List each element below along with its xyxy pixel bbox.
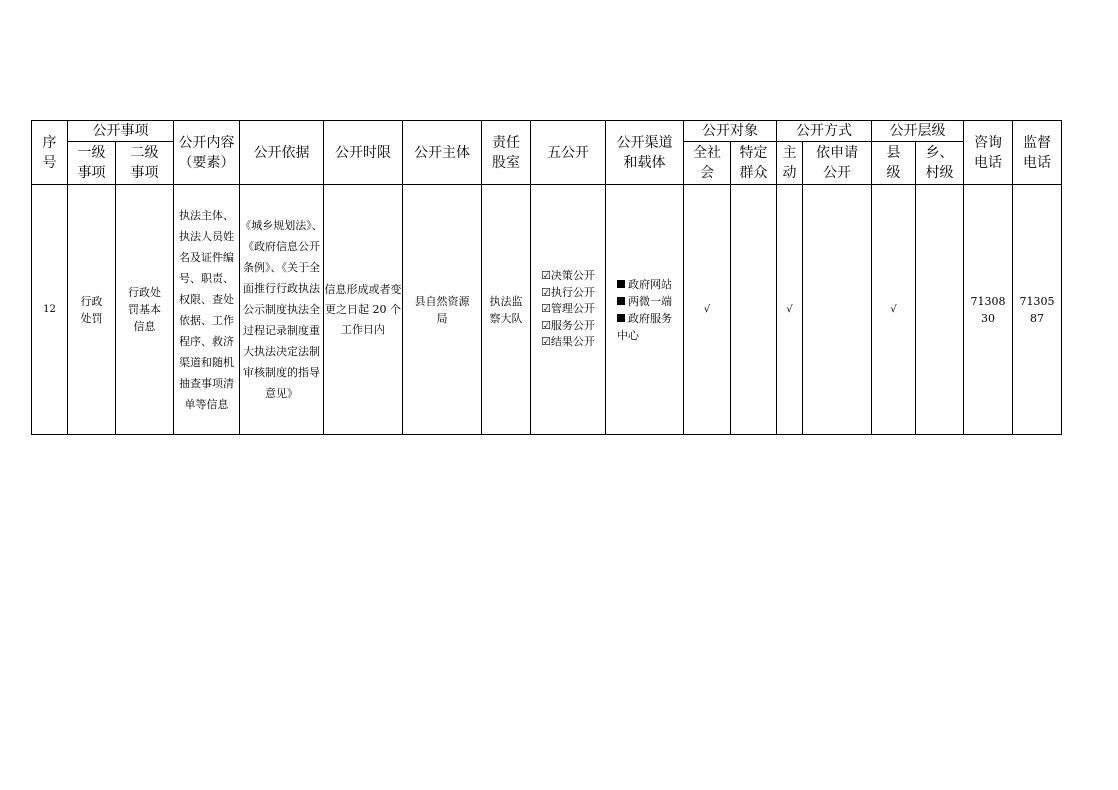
- five-open-item: ☑决策公开: [541, 269, 595, 283]
- header-method-apply: 依申请 公开: [803, 142, 872, 185]
- header-five-open: 五公开: [531, 121, 606, 185]
- header-tier-group: 公开层级: [872, 121, 964, 142]
- header-method-active: 主 动: [777, 142, 803, 185]
- header-tier-county: 县 级: [872, 142, 916, 185]
- five-open-item: ☑服务公开: [541, 318, 595, 332]
- table-row: [32, 185, 1062, 435]
- header-method-group: 公开方式: [777, 121, 872, 142]
- header-subject: 公开主体: [403, 121, 482, 185]
- cell-target-all: √: [684, 185, 731, 435]
- cell-consult-phone: 71308 30: [964, 185, 1013, 435]
- cell-method-active: √: [777, 185, 803, 435]
- cell-subject: 县自然资源 局: [403, 185, 482, 435]
- five-open-list: [541, 268, 595, 351]
- cell-supervise-phone: 71305 87: [1013, 185, 1062, 435]
- header-level2: 二级 事项: [116, 142, 174, 185]
- filled-square-icon: [617, 297, 625, 305]
- cell-tier-town: [916, 185, 964, 435]
- header-content: 公开内容 （要素）: [174, 121, 240, 185]
- five-open-item: ☑管理公开: [541, 302, 595, 316]
- cell-tier-county: √: [872, 185, 916, 435]
- cell-basis: 《城乡规划法》、《政府信息公开条例》、《关于全面推行行政执法公示制度执法全过程记录制度重大执法决定法制审核制度的指导意见》: [240, 185, 324, 435]
- header-consult-phone: 咨询 电话: [964, 121, 1013, 185]
- cell-time-limit: 信息形成或者变更之日起 20 个工作日内: [324, 185, 403, 435]
- header-basis: 公开依据: [240, 121, 324, 185]
- cell-seq: 12: [32, 185, 68, 435]
- header-channel: 公开渠道 和载体: [606, 121, 684, 185]
- cell-office: 执法监 察大队: [482, 185, 531, 435]
- header-seq: 序 号: [32, 121, 68, 185]
- header-items-group: 公开事项: [68, 121, 174, 142]
- disclosure-table: [31, 120, 1062, 435]
- channel-item: 两微一端: [617, 293, 672, 310]
- cell-level1: 行政 处罚: [68, 185, 116, 435]
- cell-target-specific: [731, 185, 777, 435]
- filled-square-icon: [617, 314, 625, 322]
- filled-square-icon: [617, 280, 625, 288]
- five-open-item: ☑执行公开: [541, 285, 595, 299]
- header-level1: 一级 事项: [68, 142, 116, 185]
- cell-content: 执法主体、执法人员姓名及证件编号、职责、权限、查处依据、工作程序、救济渠道和随机抽查事项清单等信息: [174, 185, 240, 435]
- header-target-all: 全社 会: [684, 142, 731, 185]
- channel-list: [617, 276, 672, 344]
- cell-five-open: [531, 185, 606, 435]
- header-target-specific: 特定 群众: [731, 142, 777, 185]
- header-tier-town: 乡、 村级: [916, 142, 964, 185]
- cell-channel: [606, 185, 684, 435]
- channel-item: 政府服务 中心: [617, 311, 672, 342]
- channel-item: 政府网站: [617, 276, 672, 293]
- cell-level2: 行政处 罚基本 信息: [116, 185, 174, 435]
- header-time-limit: 公开时限: [324, 121, 403, 185]
- header-office: 责任 股室: [482, 121, 531, 185]
- header-supervise-phone: 监督 电话: [1013, 121, 1062, 185]
- header-target-group: 公开对象: [684, 121, 777, 142]
- five-open-item: ☑结果公开: [541, 335, 595, 349]
- cell-method-apply: [803, 185, 872, 435]
